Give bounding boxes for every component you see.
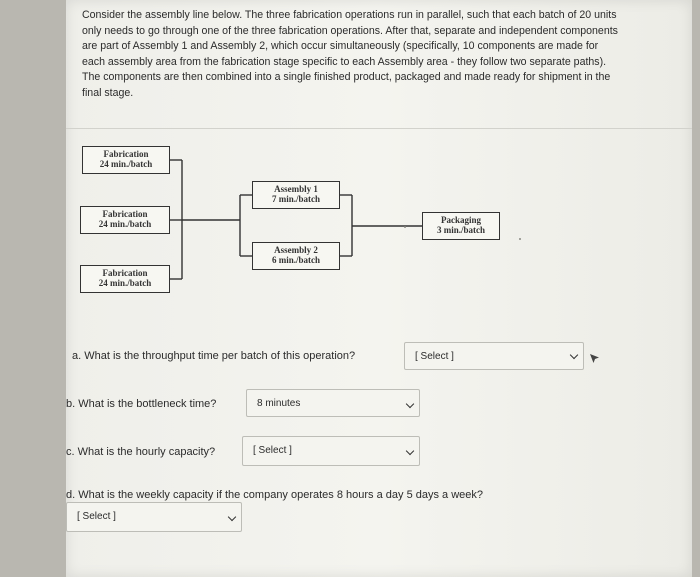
problem-statement: Consider the assembly line below. The three fabrication operations run in parallel, such that each batch of 20 units only needs to go through one of the three fabrication operations. After that, separate and independent components are part of Assembly 1 and Assembly 2, which occur simultaneously (specifically, 10 components are made for each assembly area from the fabrication stage specific to each Assembly area - they follow two separate paths). The components are then combined into a single finished product, packaged and made ready for shipment in the final stage. (82, 9, 618, 99)
assembly-1-time: 7 min./batch (271, 194, 320, 204)
question-c-select[interactable] (242, 436, 420, 466)
fabrication-3-name: Fabrication (102, 268, 148, 278)
mouse-cursor-icon (589, 353, 600, 364)
fabrication-2-name: Fabrication (102, 209, 148, 219)
quiz-page (66, 0, 692, 577)
question-b-label: b. What is the bottleneck time? (66, 398, 217, 410)
assembly-1-box (252, 181, 340, 209)
question-d-label: d. What is the weekly capacity if the company operates 8 hours a day 5 days a week? (66, 489, 484, 501)
packaging-name: Packaging (440, 215, 481, 225)
divider (66, 128, 692, 129)
decorative-dot (404, 226, 406, 228)
question-a-label: a. What is the throughput time per batch of this operation? (72, 350, 356, 362)
question-c-label: c. What is the hourly capacity? (66, 446, 216, 458)
packaging-time: 3 min./batch (436, 225, 485, 235)
chevron-down-icon (406, 447, 414, 455)
fabrication-2-time: 24 min./batch (98, 219, 152, 229)
assembly-2-box (252, 242, 340, 270)
decorative-dot (519, 238, 521, 240)
fabrication-box-2 (80, 206, 170, 234)
question-a-selected-value: [ Select ] (415, 351, 454, 362)
fabrication-box-1 (82, 146, 170, 174)
fabrication-box-3 (80, 265, 170, 293)
question-a-select[interactable] (404, 342, 584, 370)
question-d-select[interactable] (66, 502, 242, 532)
chevron-down-icon (228, 513, 236, 521)
assembly-1-name: Assembly 1 (274, 184, 318, 194)
assembly-2-name: Assembly 2 (274, 245, 318, 255)
chevron-down-icon (406, 400, 414, 408)
assembly-2-time: 6 min./batch (271, 255, 320, 265)
fabrication-3-time: 24 min./batch (98, 278, 152, 288)
question-b-selected-value: 8 minutes (257, 398, 301, 409)
question-d-selected-value: [ Select ] (77, 511, 116, 522)
fabrication-1-name: Fabrication (103, 149, 149, 159)
fabrication-1-time: 24 min./batch (99, 159, 153, 169)
packaging-box (422, 212, 500, 240)
question-b-select[interactable] (246, 389, 420, 417)
question-c-selected-value: [ Select ] (253, 445, 292, 456)
